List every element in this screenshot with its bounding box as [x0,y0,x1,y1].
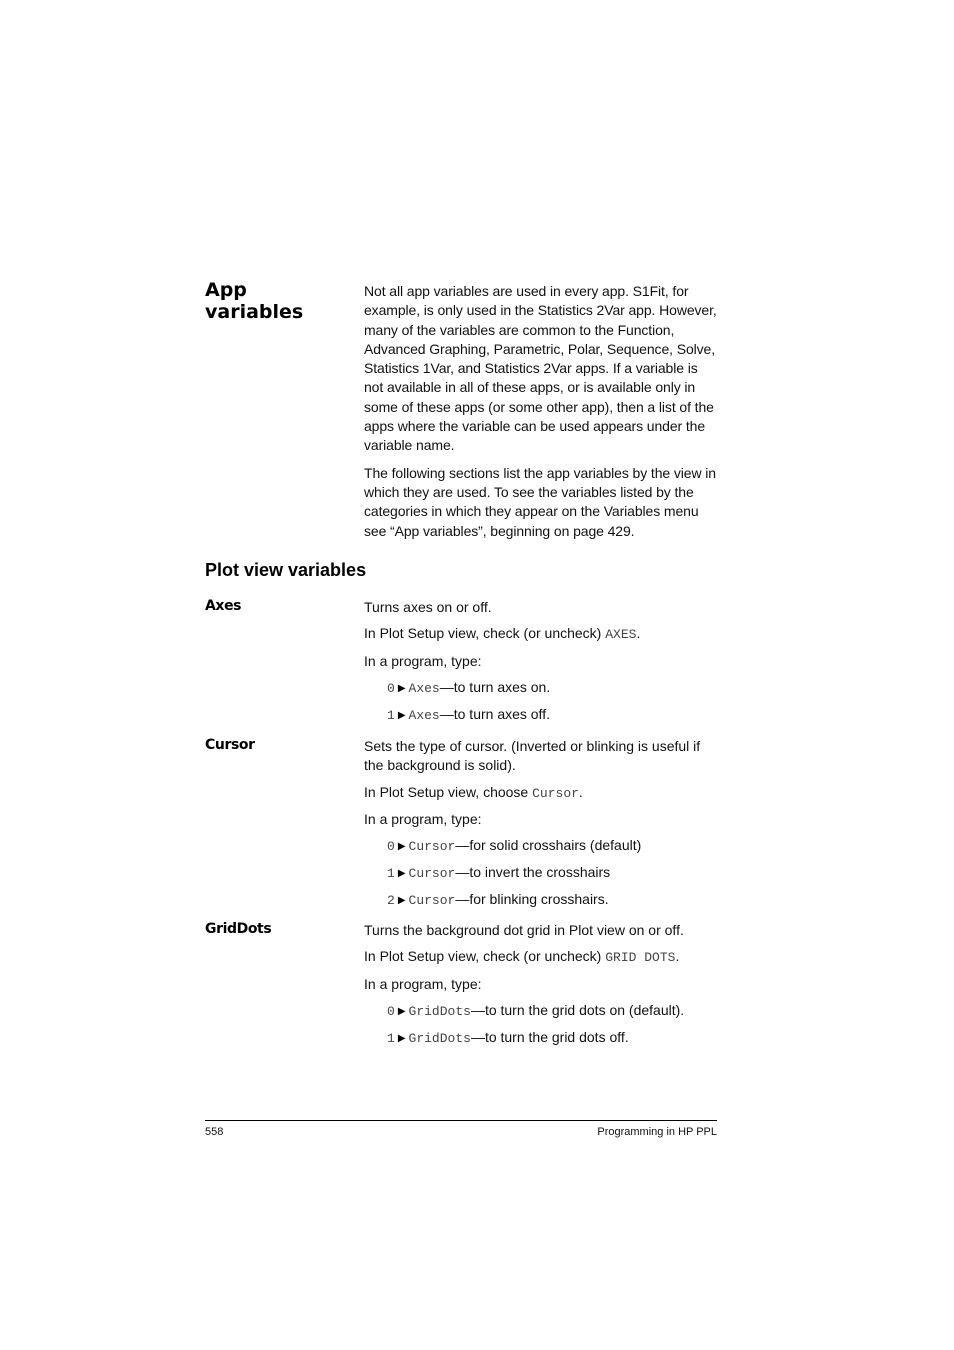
step-number: 1 [387,707,395,723]
program-step [387,863,720,883]
setup-suffix: . [675,948,680,965]
program-step [387,678,720,698]
step-text: —to invert the crosshairs [455,864,611,881]
term-cursor: Cursor [205,737,255,753]
entry-description: Turns axes on or off. [364,599,492,615]
right-triangle-icon: ▶ [397,841,406,853]
step-number: 1 [387,1030,395,1046]
footer-rule [205,1120,717,1121]
setup-prefix: In Plot Setup view, choose [364,783,533,800]
side-heading-line1: App [205,279,247,301]
right-triangle-icon: ▶ [397,1032,406,1044]
entry-description: Sets the type of cursor. (Inverted or blinking is useful if the background is solid). [364,738,701,774]
program-step [387,705,720,725]
section-title: Plot view variables [205,560,367,580]
entry-description: Turns the background dot grid in Plot view on or off. [364,922,684,938]
entry-axes [364,598,720,732]
right-triangle-icon: ▶ [397,895,406,907]
entry-cursor [364,737,720,917]
step-code: Cursor [408,866,456,882]
term-griddots: GridDots [205,921,272,937]
step-number: 0 [387,1003,395,1019]
term-axes: Axes [205,598,242,614]
step-text: —to turn the grid dots on (default). [470,1001,685,1018]
program-step [387,890,720,910]
setup-code: AXES [605,627,637,643]
step-code: Cursor [408,839,456,855]
setup-instruction [364,783,720,803]
intro-paragraph-2: The following sections list the app variables by the view in which they are used. To see the variables listed by the categories in which they appear on the Variables menu see “App variables”, beginning on page 429. [364,464,716,539]
setup-prefix: In Plot Setup view, check (or uncheck) [364,625,606,642]
program-instruction: In a program, type: [364,652,482,669]
step-code: Cursor [408,893,456,909]
program-step [387,1028,720,1048]
setup-instruction [364,624,720,644]
setup-code: GRID DOTS [605,950,676,966]
step-number: 0 [387,839,395,855]
step-text: —to turn axes on. [439,678,551,695]
entry-griddots [364,921,720,1055]
step-number: 1 [387,866,395,882]
step-code: Axes [408,707,440,723]
setup-code: Cursor [532,785,579,801]
step-code: GridDots [408,1003,471,1019]
side-heading [205,279,355,323]
step-text: —for solid crosshairs (default) [455,837,642,854]
program-instruction: In a program, type: [364,975,482,992]
intro-paragraph-1: Not all app variables are used in every app. S1Fit, for example, is only used in the Statistics 2Var app. However, many of the variables are common to the Function, Advanced Graphing, Parametric, Polar, Sequence, Solve, Statistics 1Var, and Statistics 2Var apps. If a variable is not available in all of these apps, or is available only in some of these apps (or some other app), then a list of the apps where the variable can be used appears under the variable name. [364,283,717,454]
footer-page-number: 558 [205,1126,224,1138]
setup-suffix: . [578,783,583,800]
step-text: —to turn the grid dots off. [470,1028,629,1045]
right-triangle-icon: ▶ [397,709,406,721]
step-code: Axes [408,680,440,696]
right-triangle-icon: ▶ [397,868,406,880]
step-text: —to turn axes off. [439,705,550,722]
setup-suffix: . [636,625,641,642]
program-step [387,1001,720,1021]
footer-chapter-title: Programming in HP PPL [597,1126,717,1138]
setup-prefix: In Plot Setup view, check (or uncheck) [364,948,606,965]
step-code: GridDots [408,1030,471,1046]
program-step [387,836,720,856]
step-number: 0 [387,680,395,696]
setup-instruction [364,947,720,967]
right-triangle-icon: ▶ [397,682,406,694]
step-number: 2 [387,893,395,909]
side-heading-line2: variables [205,301,304,323]
intro-text [364,282,718,549]
right-triangle-icon: ▶ [397,1005,406,1017]
step-text: —for blinking crosshairs. [455,891,609,908]
program-instruction: In a program, type: [364,810,482,827]
